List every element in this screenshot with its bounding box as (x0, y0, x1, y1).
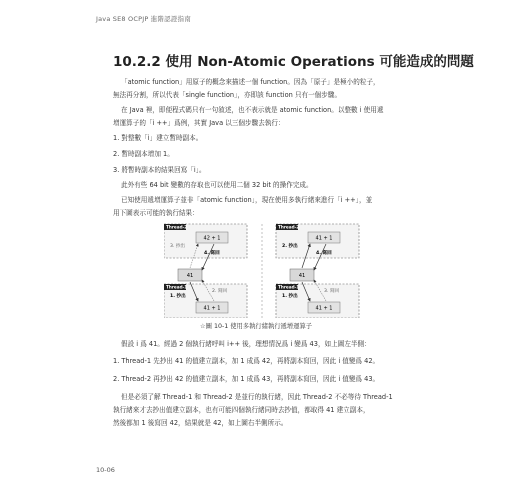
shared-value: 41 (298, 273, 306, 279)
list-item: 1. 對整數「i」建立暫時副本。 (113, 134, 203, 142)
section-title: 10.2.2 使用 Non-Atomic Operations 可能造成的問題 (113, 54, 474, 70)
thread2-step3: 3. 抄出 (170, 244, 186, 249)
paragraph-line: 執行緒來才去抄出值建立副本，也有可能四個執行緒同時去抄值，都取得 41 建立副本， (113, 406, 370, 414)
paragraph-line: 然後都加 1 後寫回 42，結果就是 42，如上圖右半側所示。 (113, 419, 288, 427)
thread2-step4: 4. 寫回 (316, 251, 332, 256)
figure-caption: ☆圖 10-1 使用多執行緒執行遞增運算子 (200, 323, 313, 330)
paragraph-line: 在 Java 裡，即便程式碼只有一句敘述，也不表示就是 atomic function。以整數 i 使用遞 (121, 106, 384, 114)
paragraph-line: 此外有些 64 bit 變數的存取也可以使用二個 32 bit 的操作完成。 (121, 181, 313, 189)
paragraph-line: 已知使用遞增運算子並非「atomic function」，現在使用多執行緒來進行「i ++」，並 (121, 196, 373, 204)
paragraph-line: 增運算子的「i ++」爲例，其實 Java 以三個步驟去執行： (113, 119, 285, 127)
list-item: 2. Thread-2 再抄出 42 的值建立副本，加 1 成爲 43，再將副本寫回，因此 i 值變爲 43。 (113, 375, 380, 383)
paragraph-line: 「atomic function」用原子的概念來描述一個 function。因為「原子」是極小的粒子， (121, 78, 380, 86)
thread1-step2: 2. 寫回 (212, 289, 228, 294)
paragraph-line: 無法再分割，所以代表「single function」，亦即該 function 只有一個步驟。 (113, 91, 342, 99)
shared-value: 41 (186, 273, 194, 279)
paragraph-line: 假設 i 爲 41。經過 2 個執行緒呼叫 i++ 後，理想情況爲 i 變爲 43，如上圖左半側： (121, 340, 371, 348)
thread2-step2: 2. 抄出 (282, 244, 298, 249)
thread1-tag: Thread-1 (166, 284, 188, 290)
right-panel (276, 224, 359, 318)
thread-diagram (164, 222, 364, 318)
thread2-tag: Thread-2 (278, 224, 300, 230)
thread2-value: 41 + 1 (315, 235, 333, 242)
thread1-step1: 1. 抄出 (170, 294, 186, 299)
paragraph-line: 但是必須了解 Thread-1 和 Thread-2 是並行的執行緒，因此 Thread-2 不必等待 Thread-1 (121, 393, 393, 401)
page-number: 10-06 (96, 466, 115, 474)
running-header: Java SE8 OCPJP 進階認證指南 (96, 15, 191, 23)
thread1-step3: 3. 寫回 (324, 289, 340, 294)
list-item: 1. Thread-1 先抄出 41 的值建立副本，加 1 成爲 42，再將副本寫回，因此 i 值變爲 42。 (113, 357, 380, 365)
list-item: 3. 將暫時副本的結果回寫「i」。 (113, 166, 206, 174)
thread1-value: 41 + 1 (315, 305, 333, 312)
thread2-tag: Thread-2 (166, 224, 188, 230)
thread2-value: 42 + 1 (203, 235, 221, 242)
list-item: 2. 暫時副本增加 1。 (113, 150, 174, 158)
thread1-step1: 1. 抄出 (282, 294, 298, 299)
thread1-tag: Thread-1 (278, 284, 300, 290)
paragraph-line: 用下圖表示可能的執行結果： (113, 209, 199, 217)
thread1-value: 41 + 1 (203, 305, 221, 312)
left-panel (164, 224, 247, 318)
thread2-step4: 4. 寫回 (204, 251, 220, 256)
